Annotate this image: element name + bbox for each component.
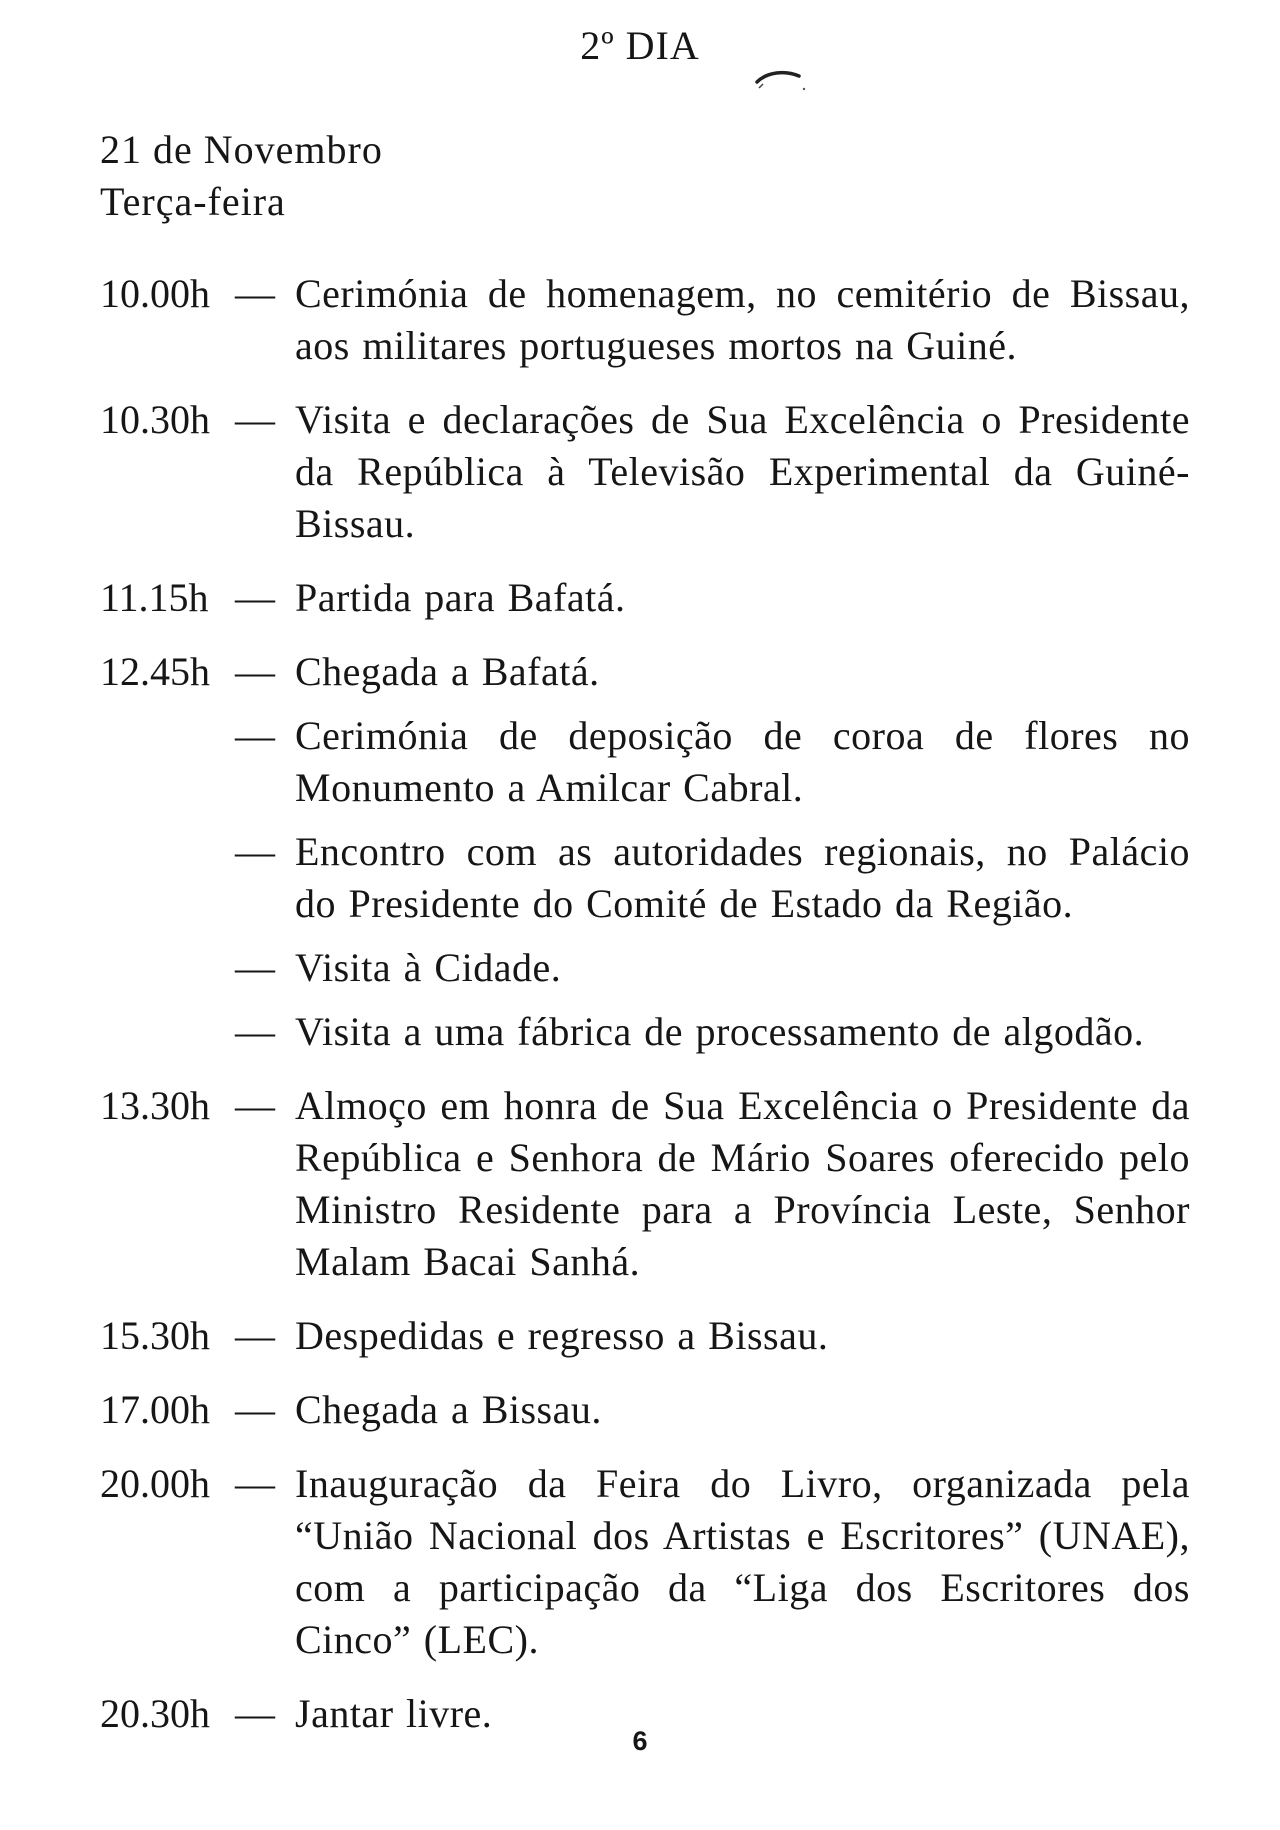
schedule-entry xyxy=(100,1310,1190,1362)
entry-dash: — xyxy=(235,829,275,874)
entry-dash: — xyxy=(235,1083,275,1128)
entry-time: 17.00h xyxy=(100,1387,210,1432)
entry-dash: — xyxy=(235,1009,275,1054)
schedule-list xyxy=(100,268,1190,1762)
pen-stroke-mark xyxy=(755,68,807,92)
entry-description: Partida para Bafatá. xyxy=(295,575,626,620)
schedule-subentry xyxy=(100,710,1190,814)
entry-dash: — xyxy=(235,1461,275,1506)
entry-description: Chegada a Bissau. xyxy=(295,1387,602,1432)
entry-dash: — xyxy=(235,1313,275,1358)
entry-time: 10.00h xyxy=(100,271,210,316)
schedule-entry xyxy=(100,1080,1190,1288)
entry-dash: — xyxy=(235,649,275,694)
entry-dash: — xyxy=(235,945,275,990)
schedule-subentry xyxy=(100,826,1190,930)
entry-description: Cerimónia de deposição de coroa de flores no Monumento a Amilcar Cabral. xyxy=(295,713,1190,810)
schedule-subentry xyxy=(100,1006,1190,1058)
schedule-entry xyxy=(100,1458,1190,1666)
page-number: 6 xyxy=(632,1726,648,1756)
day-title: 2º DIA xyxy=(580,23,700,68)
entry-description: Encontro com as autoridades regionais, no Palácio do Presidente do Comité de Estado da Região. xyxy=(295,829,1190,926)
entry-description: Jantar livre. xyxy=(295,1691,493,1736)
entry-dash: — xyxy=(235,271,275,316)
entry-dash: — xyxy=(235,1691,275,1736)
entry-time: 20.00h xyxy=(100,1461,210,1506)
entry-time: 10.30h xyxy=(100,397,210,442)
entry-description: Chegada a Bafatá. xyxy=(295,649,600,694)
schedule-subentry xyxy=(100,942,1190,994)
entry-description: Visita a uma fábrica de processamento de algodão. xyxy=(295,1009,1145,1054)
date-day: 21 de Novembro xyxy=(100,127,383,172)
entry-description: Despedidas e regresso a Bissau. xyxy=(295,1313,829,1358)
schedule-entry xyxy=(100,572,1190,624)
entry-dash: — xyxy=(235,397,275,442)
schedule-entry xyxy=(100,394,1190,550)
entry-time: 20.30h xyxy=(100,1691,210,1736)
entry-description: Visita à Cidade. xyxy=(295,945,562,990)
entry-description: Visita e declarações de Sua Excelência o Presidente da República à Televisão Experimental da Guiné-Bissau. xyxy=(295,397,1190,546)
entry-dash: — xyxy=(235,1387,275,1432)
schedule-entry xyxy=(100,268,1190,372)
entry-time: 13.30h xyxy=(100,1083,210,1128)
entry-description: Almoço em honra de Sua Excelência o Presidente da República e Senhora de Mário Soares oferecido pelo Ministro Residente para a Província Leste, Senhor Malam Bacai Sanhá. xyxy=(295,1083,1190,1284)
entry-dash: — xyxy=(235,713,275,758)
entry-time: 12.45h xyxy=(100,649,210,694)
date-weekday: Terça-feira xyxy=(100,179,286,224)
schedule-entry xyxy=(100,1384,1190,1436)
entry-dash: — xyxy=(235,575,275,620)
entry-description: Inauguração da Feira do Livro, organizada pela “União Nacional dos Artistas e Escritores” (UNAE), com a participação da “Liga dos Escritores dos Cinco” (LEC). xyxy=(295,1461,1190,1662)
entry-time: 11.15h xyxy=(100,575,209,620)
entry-description: Cerimónia de homenagem, no cemitério de Bissau, aos militares portugueses mortos na Guiné. xyxy=(295,271,1190,368)
entry-time: 15.30h xyxy=(100,1313,210,1358)
date-block xyxy=(100,124,383,228)
schedule-entry xyxy=(100,646,1190,698)
